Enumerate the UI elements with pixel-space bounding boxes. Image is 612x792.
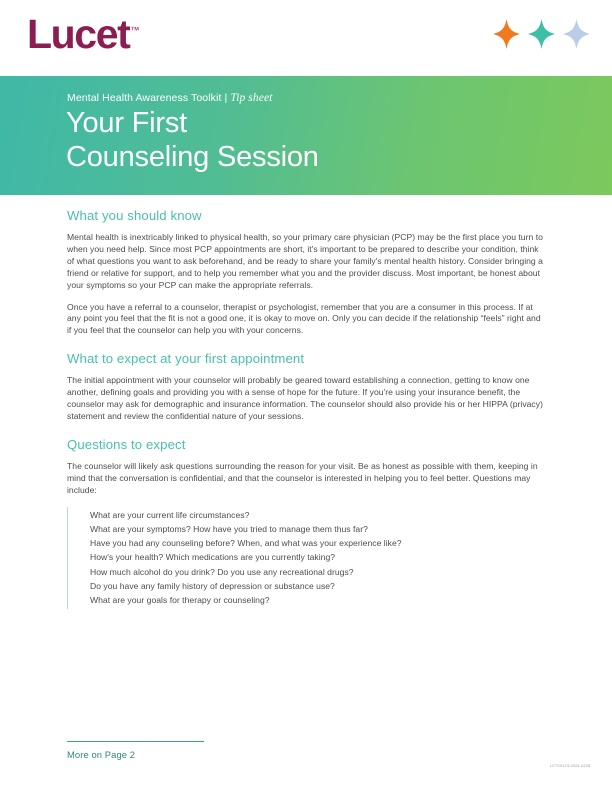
section-paragraph: The initial appointment with your counselor will probably be geared toward establishing a connection, getting to know one another, defining goals and providing you with a sense of hope for the future. If you're using your insurance benefit, the counselor may ask for demographic and insurance information. The counselor should also provide his or her HIPPA (privacy) statement and review the confidential nature of your sessions. <box>67 375 543 421</box>
questions-list <box>67 507 545 609</box>
list-item: How much alcohol do you drink? Do you use any recreational drugs? <box>90 566 354 577</box>
hero-kicker-main: Mental Health Awareness Toolkit | <box>67 92 231 104</box>
list-item: What are your symptoms? How have you tried to manage them thus far? <box>90 523 368 534</box>
page-title-line2: Counseling Session <box>66 141 319 173</box>
list-item: What are your goals for therapy or counseling? <box>90 595 270 606</box>
lucet-logo <box>27 11 140 57</box>
sparkle-orange-icon <box>493 19 520 49</box>
page-title <box>66 106 319 174</box>
section-heading: What to expect at your first appointment <box>67 351 305 367</box>
list-item: Have you had any counseling before? When, and what was your experience like? <box>90 538 402 549</box>
hero-kicker <box>67 92 272 104</box>
sparkle-blue-icon <box>563 19 590 49</box>
section-paragraph: Mental health is inextricably linked to physical health, so your primary care physician (PCP) may be the first place you turn to when you need help. Since most PCP appointments are short, it's important to be prepared to describe your condition, think of what questions you want to ask beforehand, and be ready to share your family's mental health history. Consider bringing a friend or relative for support, and to help you remember what you and the provider discuss. Most important, be honest about your symptoms so your PCP can make the appropriate referrals. <box>67 232 543 290</box>
list-item: How's your health? Which medications are you currently taking? <box>90 552 336 563</box>
page-title-line1: Your First <box>66 107 188 139</box>
section-questions-to-expect <box>67 437 545 609</box>
section-what-to-expect <box>67 351 545 423</box>
trademark-symbol: ™ <box>130 25 140 36</box>
document-code: LCT0X123-2024-0228 <box>549 763 590 768</box>
footer-divider <box>67 741 204 742</box>
section-heading: Questions to expect <box>67 436 186 452</box>
section-heading: What you should know <box>67 208 202 223</box>
logo-bar <box>0 0 612 76</box>
section-paragraph: Once you have a referral to a counselor, therapist or psychologist, remember that you are a consumer in this process. If at any point you feel that the fit is not a good one, it is okay to move on. Only you can decide if the relationship “feels” right and if you feel that the counselor can help you with your concerns. <box>67 301 541 336</box>
hero-banner <box>0 76 612 195</box>
list-item: Do you have any family history of depression or substance use? <box>90 581 335 592</box>
more-on-page-label: More on Page 2 <box>67 749 136 760</box>
logo-wordmark: Lucet <box>27 11 130 57</box>
hero-kicker-emphasis: Tip sheet <box>230 92 273 104</box>
section-paragraph: The counselor will likely ask questions surrounding the reason for your visit. Be as honest as possible with them, keeping in mind that the conversation is confidential, and that the counselor is interested in helping you to feel better. Questions may include: <box>67 460 538 495</box>
sparkle-group <box>493 19 590 49</box>
section-what-you-should-know <box>67 208 545 337</box>
list-item: What are your current life circumstances? <box>90 509 250 520</box>
sparkle-teal-icon <box>528 19 555 49</box>
document-body <box>67 208 545 621</box>
